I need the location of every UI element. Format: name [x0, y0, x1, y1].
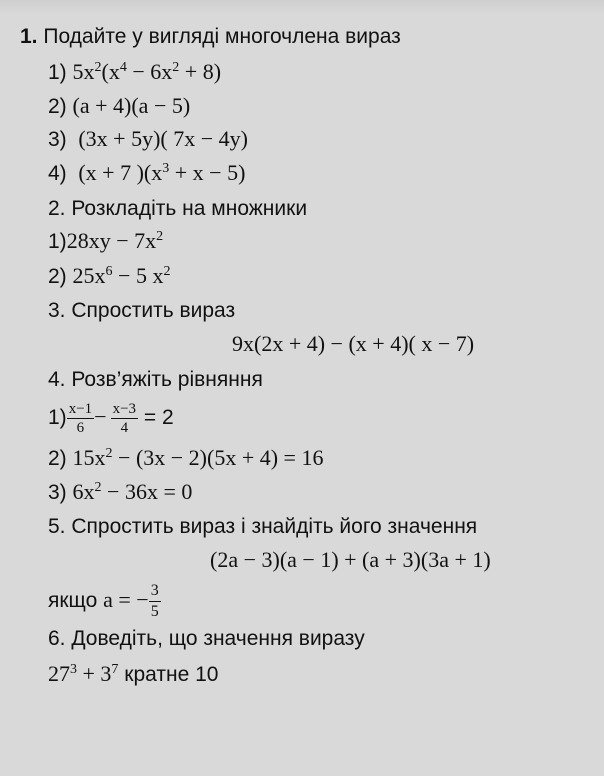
- task5-condition: [48, 580, 161, 621]
- task1-item-4-expr: (x + 7 )$(x^3 + x - 5)$: [78, 160, 246, 185]
- task2-title: 2. Розкладіть на множники: [48, 197, 308, 220]
- task1-item-2: [48, 93, 190, 120]
- equation-rhs: = 2: [143, 406, 174, 429]
- top-edge: [0, 0, 604, 14]
- condition-text: якщо: [48, 589, 98, 612]
- task2-item-2-expr: $25x^6 - 5$ $x^2$: [72, 263, 171, 288]
- task4-item-1: 1) $\frac{x-1}{6}$ − $\frac{x-3}{4}$ = 2: [48, 400, 174, 436]
- fraction-2: $\frac{x-3}{4}$: [112, 400, 137, 436]
- task1-heading: [20, 24, 401, 50]
- task4-item-2-expr: $15x^2 - (3x - 2)(5x + 4) = 16$: [72, 445, 324, 470]
- task3-expr: 9x(2x + 4) − (x + 4)( x − 7): [232, 331, 475, 356]
- task5-expr: (2a − 3)(a − 1) + (a + 3)(3a + 1): [210, 547, 491, 572]
- task3-title: 3. Спростить вираз: [48, 299, 236, 322]
- task4-item-3-expr: $6x^2 - 36x = 0$: [72, 479, 193, 504]
- task2-item-2: [48, 263, 170, 290]
- condition-fraction: $\frac{3}{5}$: [150, 581, 159, 620]
- task4-title: 4. Розв’яжіть рівняння: [48, 368, 263, 391]
- task6-title: 6. Доведіть, що значення виразу: [48, 627, 365, 650]
- task4-item-2: [48, 445, 323, 472]
- item-label: 3): [48, 481, 67, 504]
- task1-item-3: [48, 126, 248, 153]
- item-label: 3): [48, 128, 67, 151]
- fraction-1: $\frac{x-1}{6}$: [68, 400, 93, 436]
- item-label: 2): [48, 447, 67, 470]
- task1-item-4: [48, 160, 245, 187]
- item-label: 2): [48, 95, 67, 118]
- item-label: 4): [48, 162, 67, 185]
- task6-math: $27^3 + 3^7$: [48, 661, 119, 686]
- task1-item-1: [48, 59, 221, 86]
- task1-item-2-expr: (a + 4)(a − 5): [72, 93, 191, 118]
- task2-item-1: [48, 228, 163, 255]
- task1-title: Подайте у вигляді многочлена вираз: [43, 25, 401, 48]
- task2-item-1-expr: $28xy - 7x^2$: [66, 228, 164, 253]
- task1-item-3-expr: (3x + 5y)( 7x − 4y): [78, 126, 248, 151]
- item-label: 1): [48, 406, 67, 429]
- task6-suffix: кратне 10: [124, 663, 219, 686]
- item-label: 1): [48, 61, 67, 84]
- task1-item-1-expr: $5x^2(x^4 - 6x^2 + 8)$: [72, 59, 222, 84]
- task1-number: 1.: [20, 25, 38, 48]
- condition-expr: a = −: [103, 587, 149, 612]
- item-label: 2): [48, 265, 67, 288]
- task6-expr: [48, 661, 218, 688]
- item-label: 1): [48, 230, 67, 253]
- task5-title: 5. Спростить вираз і знайдіть його значення: [48, 515, 478, 538]
- task4-item-3: [48, 479, 192, 506]
